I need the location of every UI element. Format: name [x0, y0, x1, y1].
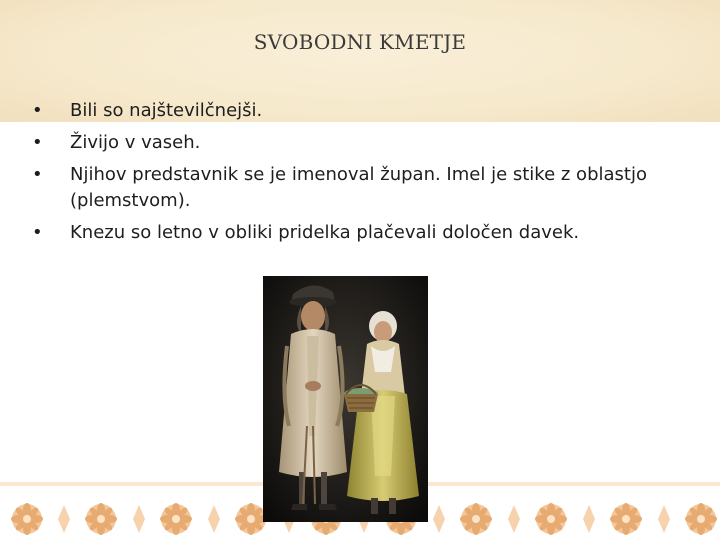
peasant-couple-figures-icon: [263, 276, 428, 522]
bullet-icon: •: [32, 222, 43, 243]
bullet-icon: •: [32, 100, 43, 121]
bullet-icon: •: [32, 164, 43, 185]
bullet-item: • Knezu so letno v obliki pridelka plačevali določen davek.: [32, 220, 692, 246]
bullet-item: • Živijo v vaseh.: [32, 130, 692, 156]
slide-title: SVOBODNI KMETJE: [253, 30, 467, 54]
bullet-icon: •: [32, 132, 43, 153]
bullet-list: [32, 98, 692, 252]
bullet-item: • Njihov predstavnik se je imenoval župan. Imel je stike z oblastjo (plemstvom).: [32, 164, 647, 211]
bullet-item: • Bili so najštevilčnejši.: [32, 98, 692, 124]
